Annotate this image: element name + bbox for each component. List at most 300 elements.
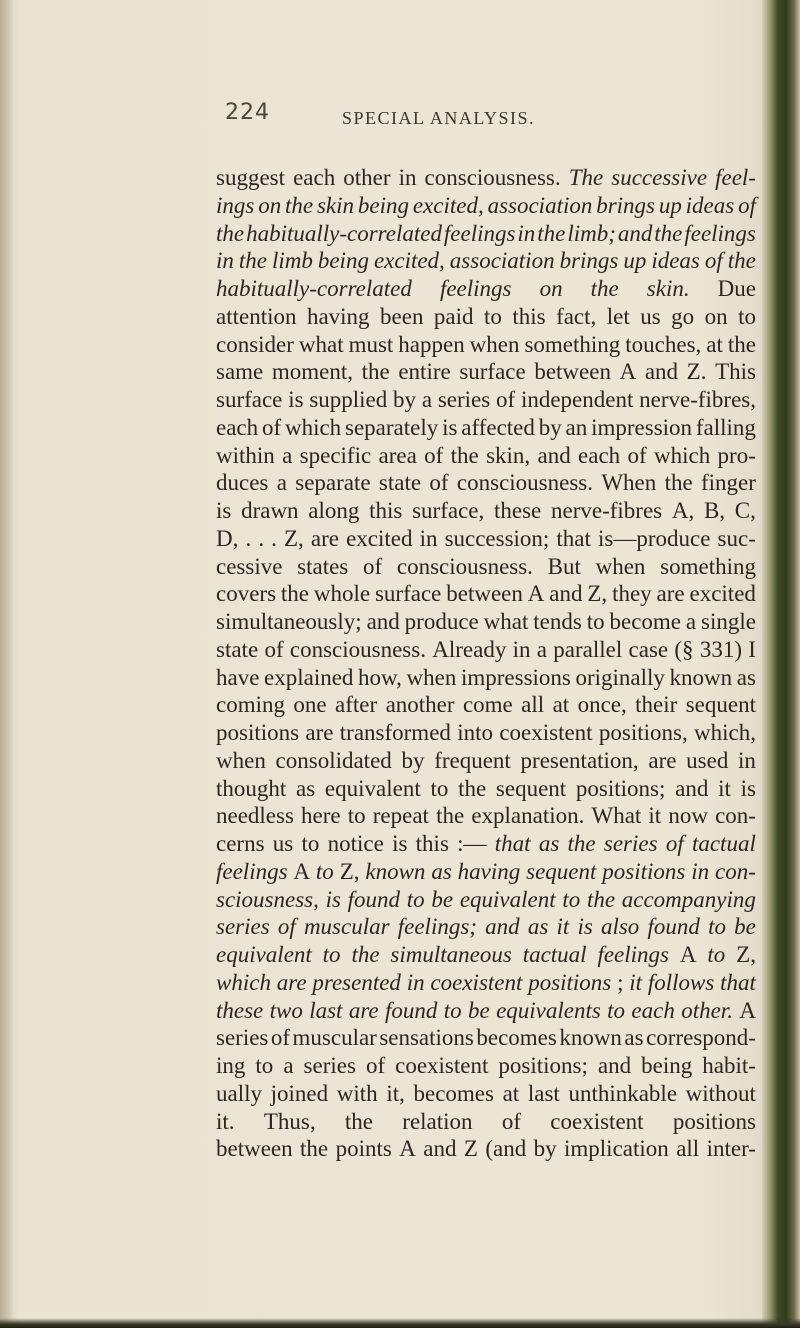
word: come [462, 692, 513, 718]
word: series [216, 1025, 269, 1051]
word: cerns [216, 831, 265, 856]
text-line [216, 580, 756, 608]
word: series [603, 831, 658, 856]
word: successive [611, 165, 708, 190]
text-line [216, 358, 756, 386]
word: a [421, 387, 433, 412]
word: by [538, 414, 562, 440]
word: series [216, 914, 270, 940]
word: feelings [684, 220, 756, 246]
word: becomes [413, 1080, 494, 1106]
word: to [562, 886, 581, 912]
text-line [216, 997, 756, 1025]
word: Due [717, 276, 756, 301]
word: once, [577, 692, 627, 718]
word: between [216, 1136, 293, 1162]
word: presented [312, 969, 401, 995]
word: tactual [522, 942, 587, 967]
word: excited [689, 581, 756, 607]
word: limb [271, 248, 313, 274]
word: which [216, 969, 271, 995]
word: between [534, 359, 611, 385]
word: an [565, 414, 588, 440]
word: something [524, 331, 621, 357]
word: separate [295, 470, 371, 496]
word: area [378, 442, 417, 468]
word: is [325, 886, 341, 912]
word: they [612, 581, 652, 607]
word: succession; [444, 525, 550, 551]
word: found [347, 886, 401, 912]
word: cessive [216, 553, 283, 579]
word: as [538, 831, 560, 856]
word: been [380, 303, 424, 329]
word: inter- [706, 1136, 756, 1162]
word: go [671, 303, 695, 329]
word: when [406, 664, 457, 690]
word: these [494, 498, 542, 523]
page-header [0, 98, 770, 138]
word: Z. [686, 359, 707, 385]
word: their [635, 692, 678, 718]
text-line [216, 1024, 756, 1052]
word: of [365, 1053, 386, 1078]
word: as [296, 775, 316, 801]
word: falling [695, 414, 756, 440]
word: as [431, 858, 452, 884]
word: equivalent [216, 942, 312, 967]
word: of [665, 831, 684, 856]
word: repeat [372, 803, 429, 829]
word: is [392, 831, 408, 856]
word: the [727, 331, 756, 357]
text-line [216, 830, 756, 858]
word: be [431, 886, 454, 912]
word: positions, [598, 720, 688, 745]
word: this [415, 831, 449, 856]
word: these [216, 997, 264, 1023]
word: have [216, 664, 260, 690]
text-line [216, 247, 756, 275]
text-line [216, 664, 756, 692]
word: sensations [379, 1025, 474, 1051]
word: to [301, 831, 320, 856]
word: that [720, 969, 756, 995]
word: needless [216, 803, 294, 829]
word: also [600, 914, 640, 940]
word: each [578, 442, 621, 468]
word: simultaneously; [216, 609, 362, 634]
word: within [216, 442, 275, 468]
word: is [442, 414, 458, 440]
word: us [640, 303, 661, 329]
word: tends [533, 609, 582, 634]
text-line [216, 1108, 756, 1136]
word: the [458, 775, 487, 801]
word: supplied [309, 387, 388, 412]
word: it [718, 775, 731, 801]
text-line [216, 913, 756, 941]
word: equivalent [324, 775, 421, 801]
word: feelings [216, 858, 288, 884]
word: states [297, 553, 349, 579]
word: But [547, 553, 581, 579]
word: the [238, 248, 267, 274]
word: to [443, 997, 462, 1023]
word: of [429, 470, 449, 496]
word: and [549, 581, 583, 607]
word: being [641, 1053, 693, 1078]
word: consider [216, 331, 294, 357]
word: positions; [498, 1053, 588, 1078]
word: are [310, 525, 339, 551]
word: at [706, 331, 723, 357]
word: which [284, 414, 342, 440]
word: joined [270, 1080, 329, 1106]
word: happen [398, 331, 465, 357]
word: sciousness, [216, 886, 319, 912]
text-line [216, 497, 756, 525]
word: coexistent [550, 1108, 644, 1134]
word: pro- [717, 442, 756, 468]
word: each [216, 414, 259, 440]
word: the [590, 276, 619, 301]
word: something [660, 553, 756, 579]
word: finger [701, 470, 756, 496]
word: Z, [587, 581, 608, 607]
word: along [308, 498, 360, 523]
word: a [283, 1053, 294, 1078]
word: suggest [216, 165, 285, 190]
word: all [676, 1136, 700, 1162]
word: drawn [241, 498, 299, 523]
word: at [552, 692, 570, 718]
text-line [216, 636, 756, 664]
word: of [738, 192, 756, 218]
word: entire [398, 359, 451, 385]
word: simultaneous [390, 942, 512, 967]
word: skin [316, 192, 355, 218]
word: coexistent [499, 720, 593, 745]
word: frequent [434, 747, 511, 773]
word: D, [216, 525, 239, 551]
word: of [362, 553, 383, 579]
word: to [607, 997, 626, 1023]
word: This [715, 359, 756, 385]
word: and [485, 914, 520, 940]
word: specific [299, 442, 372, 468]
word: are [276, 969, 307, 995]
word: limb; [567, 220, 616, 246]
word: habit- [702, 1053, 756, 1078]
word: this [369, 498, 403, 523]
word: to [586, 609, 605, 634]
word: A, [671, 498, 695, 523]
word: are [648, 747, 677, 773]
word: without [685, 1080, 756, 1106]
word: with [336, 1080, 378, 1106]
word: known [365, 858, 426, 884]
word: used [686, 747, 729, 773]
word: now [668, 803, 708, 829]
word: surface [459, 359, 526, 385]
word: consciousness. [424, 165, 561, 190]
word: as [527, 914, 549, 940]
word: covers [216, 581, 277, 607]
word: of [495, 387, 516, 412]
word: known [559, 1025, 622, 1051]
word: C, [734, 498, 756, 523]
word: the [361, 359, 390, 385]
text-line [216, 386, 756, 414]
text-line [216, 747, 756, 775]
word: attention [216, 303, 297, 329]
word: Z [463, 1136, 478, 1162]
word: a [276, 470, 287, 496]
word: is [740, 775, 756, 801]
word: consciousness. [396, 553, 533, 579]
word: B, [703, 498, 726, 523]
word: correspond- [646, 1025, 756, 1051]
word: all [521, 692, 545, 718]
text-line [216, 220, 756, 248]
word: in [398, 165, 417, 190]
word: presentation, [520, 747, 639, 773]
text-line [216, 886, 756, 914]
word: it [648, 803, 662, 829]
text-line [216, 941, 756, 969]
word: When [601, 470, 657, 496]
word: in [406, 969, 425, 995]
word: when [469, 331, 520, 357]
word: the [450, 442, 479, 468]
word: by [401, 747, 425, 773]
word: A [679, 942, 697, 967]
word: state [216, 636, 259, 662]
word: coexistent [430, 969, 523, 995]
word: series [303, 1053, 356, 1078]
word: ideas [685, 192, 735, 218]
word: implication [564, 1136, 669, 1162]
word: positions; [575, 775, 666, 801]
running-title: SPECIAL ANALYSIS. [342, 108, 536, 128]
word: skin, [486, 442, 531, 468]
word: a [685, 609, 697, 634]
word: to [430, 775, 449, 801]
word: after [335, 692, 378, 718]
word: be [734, 914, 756, 940]
word: is—produce [598, 525, 711, 551]
word: surface [216, 387, 283, 412]
word: one [293, 692, 327, 718]
word: feelings [597, 942, 669, 967]
word: the [586, 886, 616, 912]
text-line [216, 414, 756, 442]
word: known [669, 664, 733, 690]
word: in [691, 858, 710, 884]
word: tactual [691, 831, 756, 856]
word: each [293, 165, 336, 190]
word: single [701, 609, 756, 634]
word: of [270, 1025, 291, 1051]
word: the [654, 220, 683, 246]
word: last [527, 1080, 560, 1106]
word: sequent [526, 858, 597, 884]
word: in [517, 220, 536, 246]
word: state [378, 470, 422, 496]
page-left-edge [0, 0, 14, 1328]
word: consciousness. [289, 636, 426, 662]
word: originally [575, 664, 665, 690]
word: last [309, 997, 343, 1023]
text-line [216, 442, 756, 470]
word: on [258, 192, 282, 218]
word: it [556, 914, 570, 940]
word: 331) [699, 636, 743, 662]
text-line [216, 608, 756, 636]
word: brings [559, 248, 619, 274]
word: the [537, 220, 566, 246]
word: affected [461, 414, 535, 440]
word: be [467, 997, 490, 1023]
word: what [298, 331, 344, 357]
text-line [216, 719, 756, 747]
word: moment, [271, 359, 354, 385]
word: is [216, 498, 232, 523]
word: found [647, 914, 700, 940]
word: that [494, 831, 531, 856]
word: unthinkable [568, 1080, 678, 1106]
word: having [457, 858, 521, 884]
word: coming [216, 692, 285, 718]
word: What [591, 803, 642, 829]
word: of [277, 914, 296, 940]
word: ideas [651, 248, 700, 274]
word: let [606, 303, 630, 329]
word: us [272, 831, 294, 856]
word: up [658, 192, 682, 218]
word: positions [672, 1108, 756, 1134]
text-line [216, 192, 756, 220]
word: habitually-correlated [216, 276, 412, 301]
word: ; [617, 969, 624, 995]
word: to [322, 942, 341, 967]
word: here [301, 803, 341, 829]
word: to [738, 303, 756, 329]
word: to [484, 303, 502, 329]
word: thought [216, 775, 287, 801]
word: to [315, 858, 334, 884]
text-line [216, 802, 756, 830]
word: relation [402, 1108, 473, 1134]
page-number: 224 [225, 100, 270, 125]
word: on [539, 276, 563, 301]
word: is [288, 387, 304, 412]
word: same [216, 359, 264, 385]
word: of [501, 1108, 521, 1134]
word: A [399, 1136, 416, 1162]
word: becomes [476, 1025, 557, 1051]
word: con- [715, 803, 756, 829]
word: points [335, 1136, 392, 1162]
word: A [527, 581, 545, 607]
word: A [739, 997, 756, 1023]
word: of [704, 248, 723, 274]
word: . [271, 525, 277, 551]
word: the [285, 192, 314, 218]
word: a [536, 636, 547, 662]
word: The [568, 165, 604, 190]
word: must [348, 331, 394, 357]
word: feelings; [397, 914, 477, 940]
word: other [343, 165, 391, 190]
word: impression [591, 414, 693, 440]
word: sequent [685, 692, 756, 718]
word: equivalents [496, 997, 601, 1023]
word: explained [264, 664, 354, 690]
text-line [216, 469, 756, 497]
word: fact, [556, 303, 597, 329]
word: ings [216, 192, 255, 218]
word: it, [386, 1080, 405, 1106]
word: nerve-fibres [551, 498, 663, 523]
word: when [595, 553, 646, 579]
word: having [306, 303, 370, 329]
word: is [577, 914, 593, 940]
word: the [567, 831, 596, 856]
word: to [347, 803, 366, 829]
word: the [351, 942, 380, 967]
word: and [644, 359, 679, 385]
word: by [533, 1136, 557, 1162]
word: . [245, 525, 252, 551]
word: the [216, 220, 245, 246]
word: equivalent [459, 886, 556, 912]
word: (and [485, 1136, 527, 1162]
word: another [385, 692, 455, 718]
word: being [357, 192, 409, 218]
word: con- [714, 858, 756, 884]
word: in [419, 525, 438, 551]
word: and [617, 220, 653, 246]
text-line [216, 275, 756, 303]
word: duces [216, 470, 269, 496]
text-line [216, 525, 756, 553]
word: other. [681, 997, 733, 1023]
word: each [631, 997, 675, 1023]
word: to [708, 914, 726, 940]
word: found [384, 997, 438, 1023]
word: the [280, 581, 310, 607]
word: on [704, 303, 728, 329]
word: produce [404, 609, 479, 634]
page-bottom-edge [0, 1318, 800, 1328]
word: association [487, 192, 593, 218]
text-line [216, 1080, 756, 1108]
word: feelings [443, 220, 516, 246]
word: brings [596, 192, 655, 218]
word: which [654, 442, 711, 468]
word: up [623, 248, 647, 274]
word: touches, [625, 331, 702, 357]
word: the [727, 248, 756, 274]
word: it [629, 969, 643, 995]
text-line [216, 858, 756, 886]
word: between [446, 581, 523, 607]
word: positions [216, 720, 300, 745]
word: are [656, 581, 685, 607]
word: and [366, 609, 400, 634]
